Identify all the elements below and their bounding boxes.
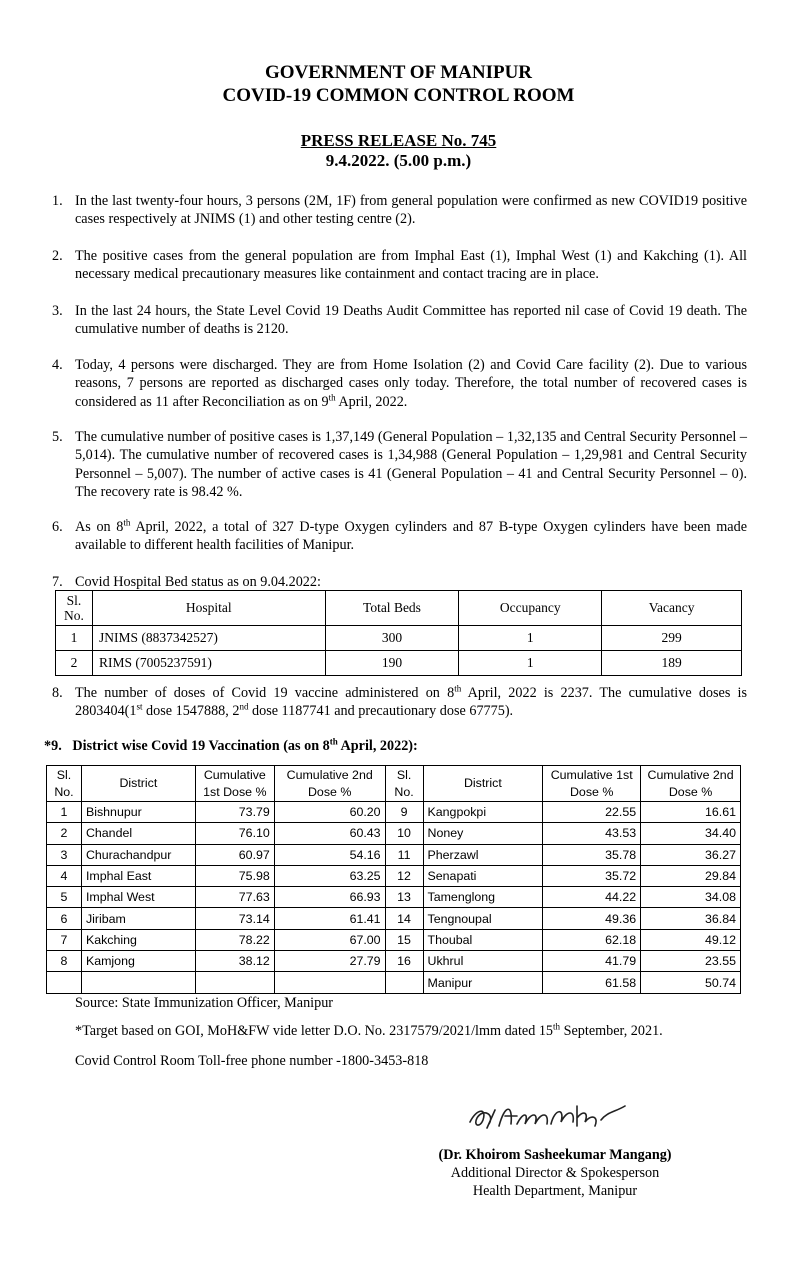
cell-dose1: 77.63 — [195, 887, 274, 908]
cell-dose2: 34.08 — [641, 887, 741, 908]
cell-district: Churachandpur — [81, 844, 195, 865]
cell-dose2: 36.27 — [641, 844, 741, 865]
cell-district: Thoubal — [423, 929, 543, 950]
cell-dose2: 66.93 — [274, 887, 385, 908]
point-5-text: The cumulative number of positive cases is 1,37,149 (General Population – 1,32,135 and Central Security Personnel – 5,014). The cumulative number of recovered cases is 1,34,988 (General Population – 1,29,981 and Central Security Personnel – 5,007). The number of active cases is 41 (General Population – 41 and Central Security Personnel – 0). The recovery rate is 98.42 %. — [75, 429, 747, 500]
cell-occupancy: 1 — [459, 626, 602, 651]
cell-dose1: 43.53 — [543, 823, 641, 844]
point-6-number: 6. — [52, 519, 63, 535]
cell-dose1: 73.14 — [195, 908, 274, 929]
cell-district: Bishnupur — [81, 802, 195, 823]
cell-dose1: 49.36 — [543, 908, 641, 929]
cell-district: Kangpokpi — [423, 802, 543, 823]
point-4-text: Today, 4 persons were discharged. They are from Home Isolation (2) and Covid Care facility (2). Due to various reasons, 7 persons are reported as discharged cases only today. Therefore, the total number of recovered cases is considered as 11 after Reconciliation as on 9th April, 2022. — [75, 357, 747, 410]
point-1-text: In the last twenty-four hours, 3 persons (2M, 1F) from general population were confirmed as new COVID19 positive cases respectively at JNIMS (1) and other testing centre (2). — [75, 193, 747, 228]
cell-sl: 9 — [385, 802, 423, 823]
table-row-total — [47, 972, 741, 993]
signatory-name: (Dr. Khoirom Sasheekumar Mangang) — [438, 1147, 672, 1163]
cell-dose1: 44.22 — [543, 887, 641, 908]
cell-vacancy: 189 — [602, 651, 742, 676]
signatory-title: Additional Director & Spokesperson — [450, 1165, 660, 1181]
tollfree-note: Covid Control Room Toll-free phone number -1800-3453-818 — [75, 1053, 429, 1069]
cell-dose2: 60.43 — [274, 823, 385, 844]
district-vaccination-table — [46, 765, 741, 994]
cell-district: Imphal West — [81, 887, 195, 908]
table-row — [47, 887, 741, 908]
col-header-dose2: Cumulative 2nd Dose % — [641, 766, 741, 802]
point-7-text: Covid Hospital Bed status as on 9.04.2022: — [75, 574, 321, 590]
point-7-number: 7. — [52, 574, 63, 590]
cell-sl: 6 — [47, 908, 82, 929]
point-8-text: The number of doses of Covid 19 vaccine administered on 8th April, 2022 is 2237. The cumulative doses is 2803404(1st dose 1547888, 2nd dose 1187741 and precautionary dose 67775). — [75, 683, 747, 720]
point-3-number: 3. — [52, 303, 63, 319]
cell-district: Kamjong — [81, 951, 195, 972]
cell-dose1: 76.10 — [195, 823, 274, 844]
cell-dose2-total: 50.74 — [641, 972, 741, 993]
cell-sl: 2 — [47, 823, 82, 844]
col-header-hospital: Hospital — [92, 591, 325, 626]
government-title: GOVERNMENT OF MANIPUR — [264, 62, 533, 83]
table-header-row — [56, 591, 742, 626]
col-header-sl: Sl. No. — [56, 591, 93, 626]
cell-occupancy: 1 — [459, 651, 602, 676]
cell-dose2: 27.79 — [274, 951, 385, 972]
cell-dose1: 73.79 — [195, 802, 274, 823]
cell-dose1: 60.97 — [195, 844, 274, 865]
source-note: Source: State Immunization Officer, Manipur — [75, 995, 334, 1011]
cell-sl: 11 — [385, 844, 423, 865]
cell-sl: 14 — [385, 908, 423, 929]
col-header-dose1: Cumulative 1st Dose % — [195, 766, 274, 802]
col-header-district: District — [423, 766, 543, 802]
cell-district: Ukhrul — [423, 951, 543, 972]
point-8-number: 8. — [52, 685, 63, 701]
cell-empty — [195, 972, 274, 993]
table-row — [56, 626, 742, 651]
col-header-district: District — [81, 766, 195, 802]
cell-district: Jiribam — [81, 908, 195, 929]
cell-dose2: 49.12 — [641, 929, 741, 950]
cell-district: Noney — [423, 823, 543, 844]
hospital-bed-table — [55, 590, 742, 676]
cell-sl: 2 — [56, 651, 93, 676]
cell-dose1: 35.72 — [543, 865, 641, 886]
cell-dose1: 41.79 — [543, 951, 641, 972]
cell-sl: 13 — [385, 887, 423, 908]
table-row — [47, 823, 741, 844]
col-header-sl: Sl. No. — [47, 766, 82, 802]
signature-image — [465, 1098, 635, 1134]
table-header-row — [47, 766, 741, 802]
point-6-text: As on 8th April, 2022, a total of 327 D-type Oxygen cylinders and 87 B-type Oxygen cylinders have been made available to different health facilities of Manipur. — [75, 517, 747, 554]
cell-vacancy: 299 — [602, 626, 742, 651]
cell-dose2: 60.20 — [274, 802, 385, 823]
cell-dose2: 29.84 — [641, 865, 741, 886]
cell-dose2: 61.41 — [274, 908, 385, 929]
cell-empty — [81, 972, 195, 993]
table-row — [47, 802, 741, 823]
point-1-number: 1. — [52, 193, 63, 209]
cell-sl: 5 — [47, 887, 82, 908]
cell-sl: 10 — [385, 823, 423, 844]
cell-sl: 15 — [385, 929, 423, 950]
col-header-vacancy: Vacancy — [602, 591, 742, 626]
cell-dose2: 63.25 — [274, 865, 385, 886]
cell-dose2: 16.61 — [641, 802, 741, 823]
table-row — [47, 865, 741, 886]
cell-dose2: 23.55 — [641, 951, 741, 972]
point-2-number: 2. — [52, 248, 63, 264]
press-release-number: PRESS RELEASE No. 745 — [300, 131, 497, 150]
col-header-dose1: Cumulative 1st Dose % — [543, 766, 641, 802]
cell-dose1: 35.78 — [543, 844, 641, 865]
table-row — [47, 908, 741, 929]
cell-district: Tengnoupal — [423, 908, 543, 929]
cell-dose2: 54.16 — [274, 844, 385, 865]
point-3-text: In the last 24 hours, the State Level Covid 19 Deaths Audit Committee has reported nil case of Covid 19 death. The cumulative number of deaths is 2120. — [75, 303, 747, 338]
cell-district: Pherzawl — [423, 844, 543, 865]
cell-empty — [385, 972, 423, 993]
table-row — [47, 951, 741, 972]
point-2-text: The positive cases from the general population are from Imphal East (1), Imphal West (1) and Kakching (1). All necessary medical precautionary measures like containment and contact tracing are in place. — [75, 248, 747, 283]
col-header-sl: Sl. No. — [385, 766, 423, 802]
cell-total-beds: 300 — [325, 626, 459, 651]
cell-hospital: JNIMS (8837342527) — [92, 626, 325, 651]
vaccination-heading: *9. District wise Covid 19 Vaccination (as on 8th April, 2022): — [44, 736, 418, 754]
target-note: *Target based on GOI, MoH&FW vide letter D.O. No. 2317579/2021/lmm dated 15th September, 2021. — [75, 1021, 663, 1039]
cell-total-beds: 190 — [325, 651, 459, 676]
cell-district: Chandel — [81, 823, 195, 844]
table-row — [47, 929, 741, 950]
release-datetime: 9.4.2022. (5.00 p.m.) — [325, 151, 472, 170]
cell-dose1: 22.55 — [543, 802, 641, 823]
cell-empty — [274, 972, 385, 993]
col-header-occupancy: Occupancy — [459, 591, 602, 626]
signatory-department: Health Department, Manipur — [472, 1183, 638, 1199]
cell-district: Imphal East — [81, 865, 195, 886]
cell-hospital: RIMS (7005237591) — [92, 651, 325, 676]
cell-district-total: Manipur — [423, 972, 543, 993]
point-5-number: 5. — [52, 429, 63, 445]
cell-sl: 1 — [56, 626, 93, 651]
cell-sl: 8 — [47, 951, 82, 972]
cell-dose1: 78.22 — [195, 929, 274, 950]
cell-sl: 12 — [385, 865, 423, 886]
cell-dose2: 36.84 — [641, 908, 741, 929]
cell-sl: 4 — [47, 865, 82, 886]
cell-dose1: 38.12 — [195, 951, 274, 972]
control-room-title: COVID-19 COMMON CONTROL ROOM — [222, 85, 575, 106]
point-4-number: 4. — [52, 357, 63, 373]
cell-district: Kakching — [81, 929, 195, 950]
table-row — [56, 651, 742, 676]
cell-district: Tamenglong — [423, 887, 543, 908]
table-row — [47, 844, 741, 865]
cell-dose1: 62.18 — [543, 929, 641, 950]
cell-dose2: 67.00 — [274, 929, 385, 950]
cell-sl: 7 — [47, 929, 82, 950]
cell-dose1: 75.98 — [195, 865, 274, 886]
col-header-total-beds: Total Beds — [325, 591, 459, 626]
col-header-dose2: Cumulative 2nd Dose % — [274, 766, 385, 802]
cell-sl: 1 — [47, 802, 82, 823]
cell-sl: 16 — [385, 951, 423, 972]
cell-dose2: 34.40 — [641, 823, 741, 844]
cell-district: Senapati — [423, 865, 543, 886]
cell-empty — [47, 972, 82, 993]
cell-sl: 3 — [47, 844, 82, 865]
cell-dose1-total: 61.58 — [543, 972, 641, 993]
